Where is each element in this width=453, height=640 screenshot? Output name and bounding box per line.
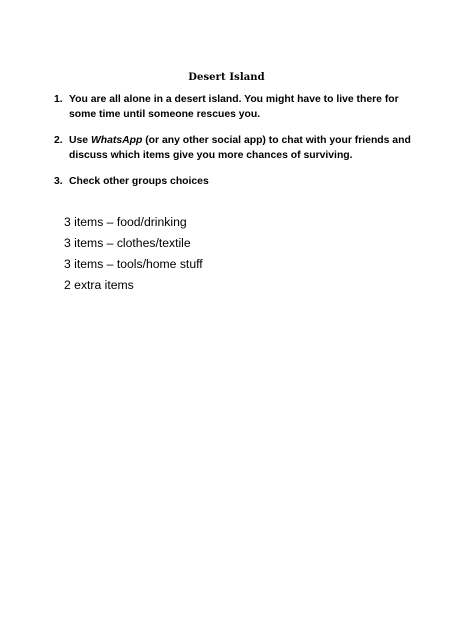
instruction-number: 2.	[54, 135, 63, 146]
instruction-text-before: Use	[69, 135, 91, 146]
instruction-item-2	[52, 133, 422, 163]
instruction-text: Check other groups choices	[69, 176, 209, 187]
item-category-list	[64, 213, 394, 297]
instruction-number: 1.	[54, 94, 63, 105]
item-category-food: 3 items – food/drinking	[64, 215, 187, 229]
instruction-text-after: (or any other social app) to chat with your friends and discuss which items give you more chances of surviving.	[69, 135, 411, 161]
item-category-tools: 3 items – tools/home stuff	[64, 257, 203, 271]
instruction-list	[52, 92, 422, 200]
instruction-number: 3.	[54, 176, 63, 187]
item-category-extra: 2 extra items	[64, 278, 134, 292]
instruction-text: You are all alone in a desert island. You might have to live there for some time until someone rescues you.	[69, 94, 399, 120]
document-title: Desert Island	[188, 72, 265, 83]
item-category-clothes: 3 items – clothes/textile	[64, 236, 191, 250]
instruction-emphasis-whatsapp: WhatsApp	[90, 135, 143, 146]
instruction-item-1	[52, 92, 422, 122]
instruction-item-3	[52, 174, 422, 189]
